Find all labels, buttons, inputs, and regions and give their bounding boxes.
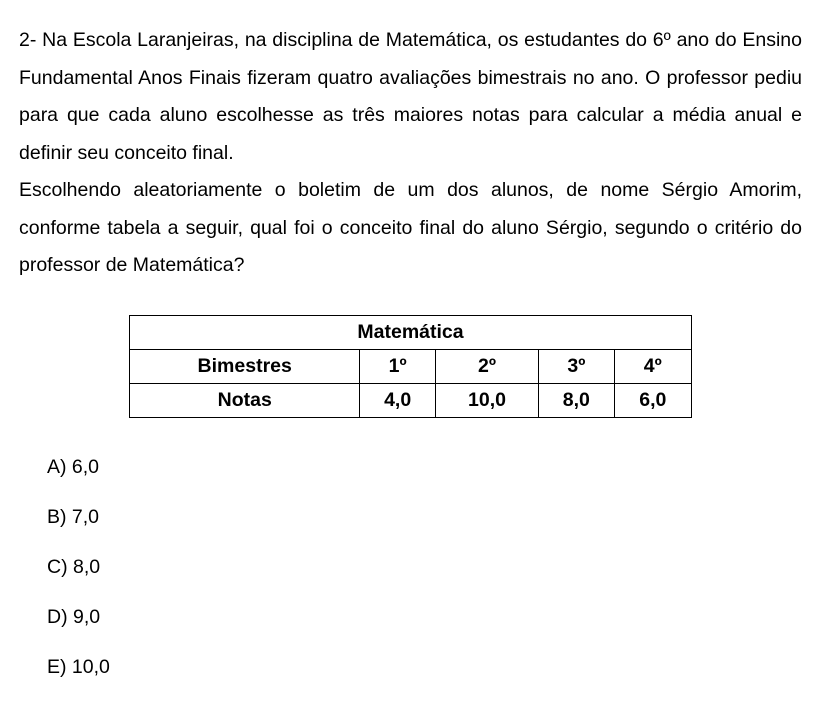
column-header-4: 4º — [614, 350, 691, 384]
table-title: Matemática — [130, 316, 692, 350]
grade-cell-2: 10,0 — [435, 384, 538, 418]
grades-table — [129, 315, 692, 418]
table-header-row — [130, 350, 692, 384]
question-paragraph-1: 2- Na Escola Laranjeiras, na disciplina de Matemática, os estudantes do 6º ano do Ensino Fundamental Anos Finais fizeram quatro avaliações bimestrais no ano. O professor pediu para que cada aluno escolhesse as três maiores notas para calcular a média anual e definir seu conceito final. — [19, 29, 802, 164]
row-header-notas: Notas — [130, 384, 360, 418]
table-grades-row — [130, 384, 692, 418]
option-c[interactable]: C) 8,0 — [47, 556, 101, 578]
table-title-row — [130, 316, 692, 350]
column-header-1: 1º — [360, 350, 435, 384]
question-paragraph-2: Escolhendo aleatoriamente o boletim de um dos alunos, de nome Sérgio Amorim, conforme tabela a seguir, qual foi o conceito final do aluno Sérgio, segundo o critério do professor de Matemática? — [19, 179, 802, 276]
column-header-2: 2º — [435, 350, 538, 384]
grade-cell-1: 4,0 — [360, 384, 435, 418]
question-text — [19, 22, 802, 285]
grade-cell-4: 6,0 — [614, 384, 691, 418]
option-d[interactable]: D) 9,0 — [47, 606, 101, 628]
option-a[interactable]: A) 6,0 — [47, 456, 100, 478]
option-e[interactable]: E) 10,0 — [47, 656, 110, 678]
column-header-3: 3º — [539, 350, 614, 384]
answer-options — [47, 452, 110, 702]
row-header-bimestres: Bimestres — [130, 350, 360, 384]
option-b[interactable]: B) 7,0 — [47, 506, 100, 528]
grade-cell-3: 8,0 — [539, 384, 614, 418]
